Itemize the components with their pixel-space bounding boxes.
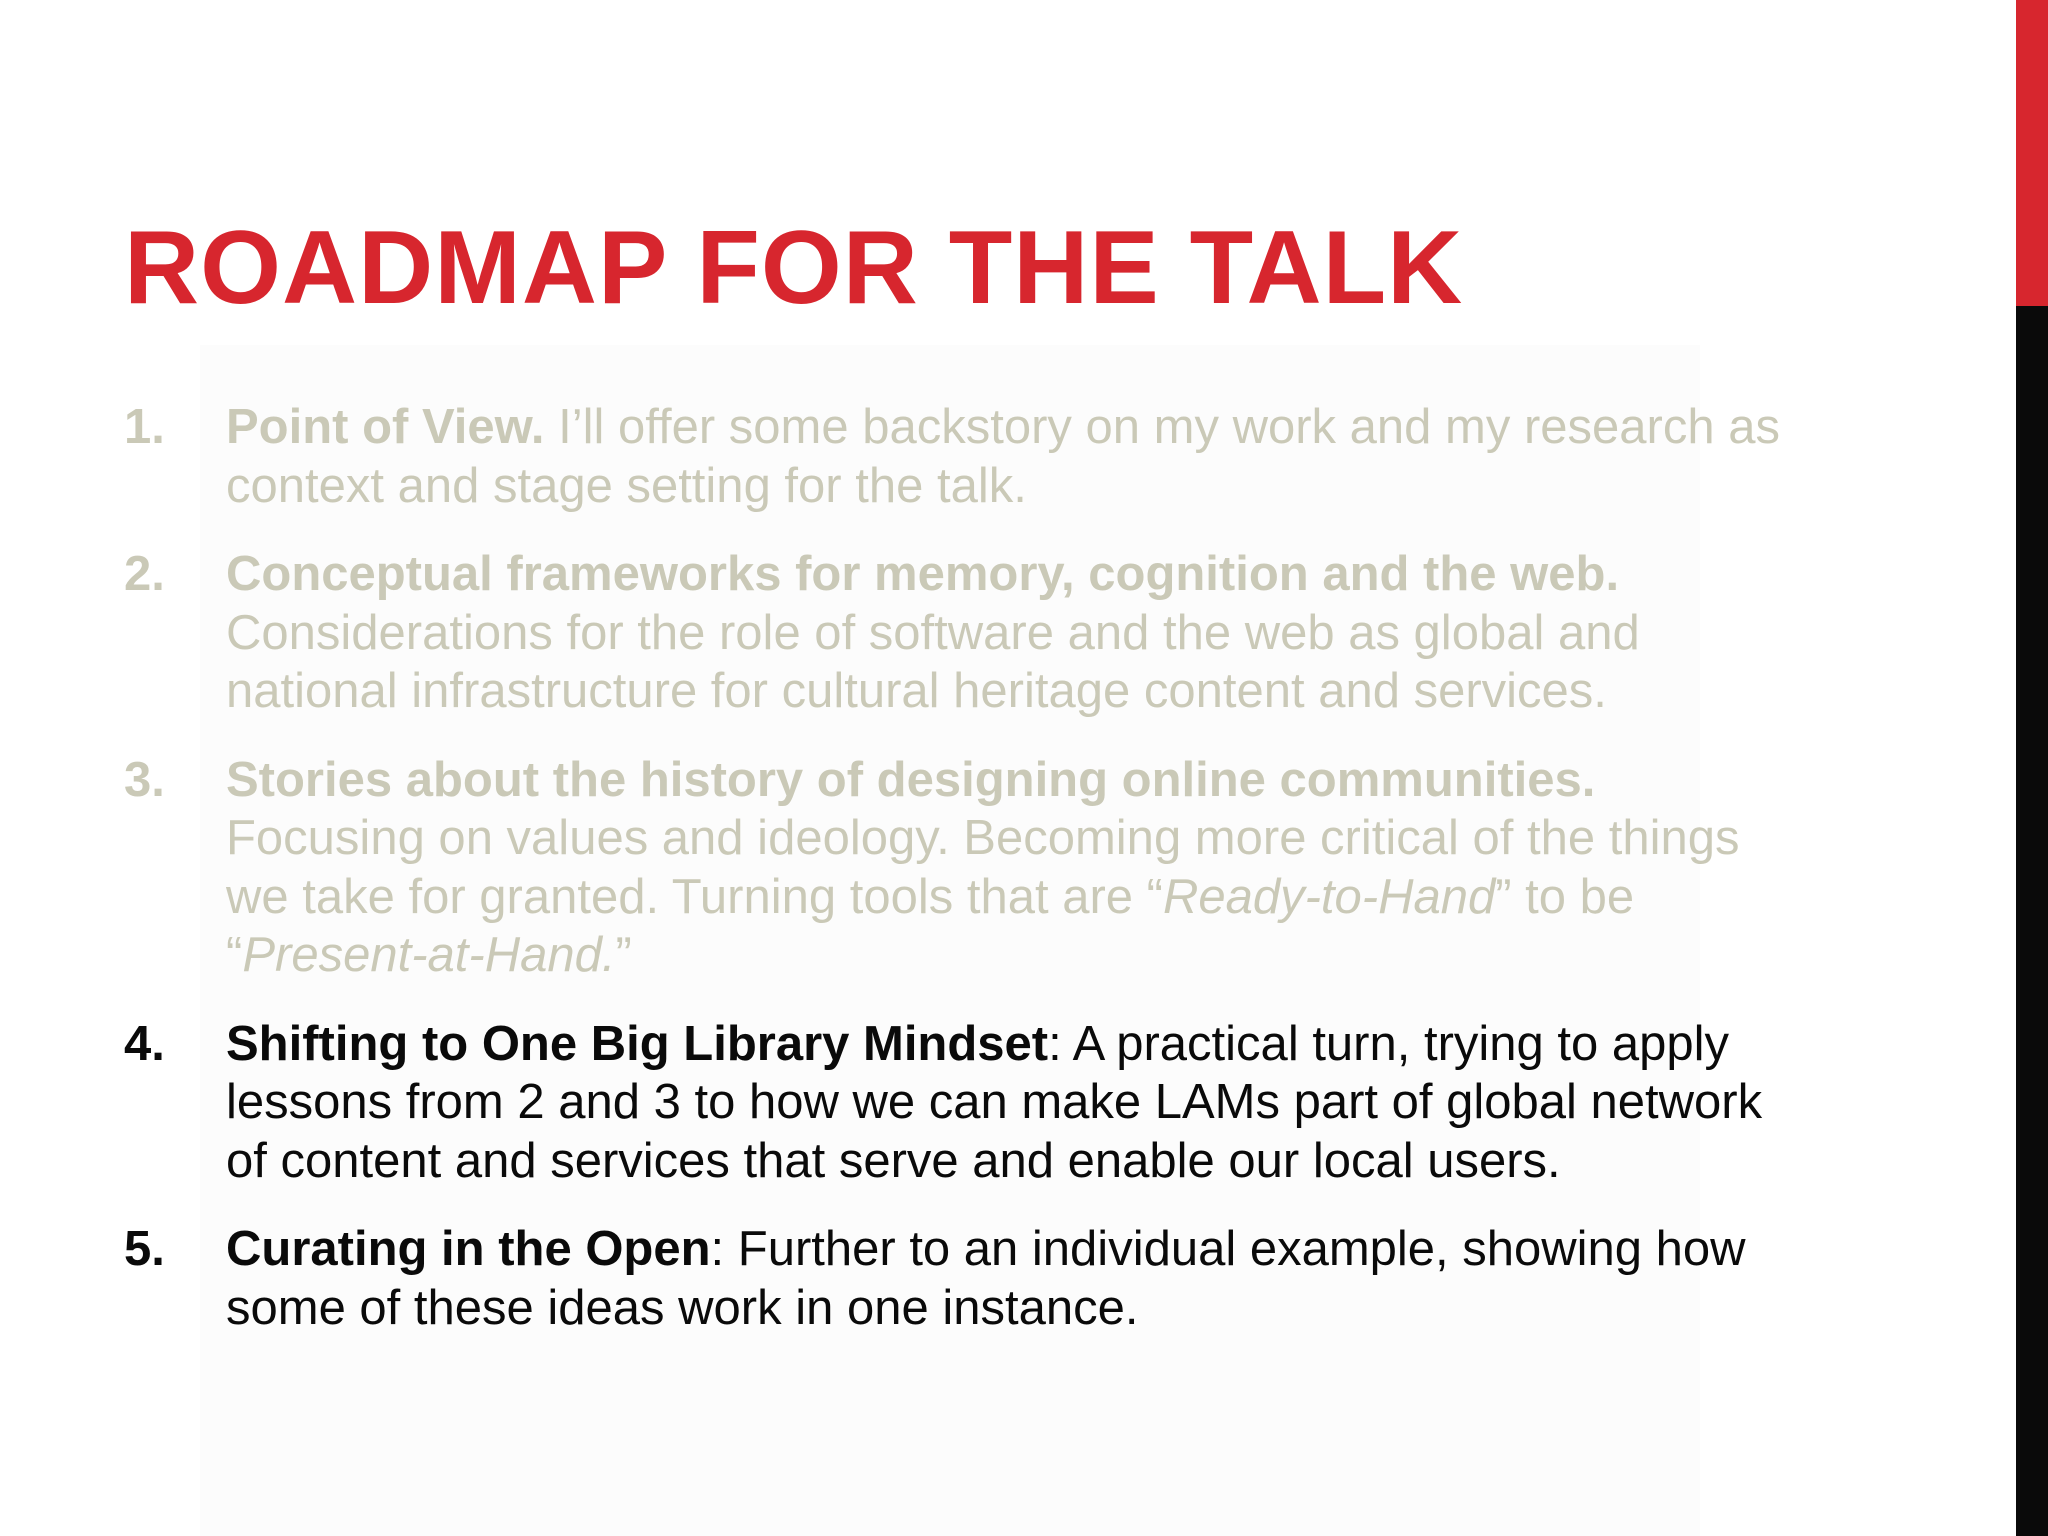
item-text: Focusing on values and ideology. Becoming more critical of the things we take for granted. Turning tools that are “ [226,811,1740,924]
item-heading: Stories about the history of designing online communities. [226,752,1596,807]
item-text: I’ll offer some backstory on my work and my research as context and stage setting for the talk. [226,400,1780,513]
item-text: : A practical turn, trying to apply lessons from 2 and 3 to how we can make LAMs part of global network of content and services that serve and enable our local users. [226,1016,1763,1188]
roadmap-item-conceptual-frameworks [124,545,1804,721]
item-text: ” [615,928,632,982]
roadmap-item-one-big-library [124,1015,1804,1191]
slide-title: ROADMAP FOR THE TALK [124,210,1464,326]
roadmap-item-point-of-view [124,398,1804,515]
roadmap-list [124,398,1804,1367]
item-emphasis: Ready-to-Hand [1162,869,1496,924]
side-accent-bar-red [2016,0,2048,306]
roadmap-item-online-communities [124,751,1804,985]
roadmap-item-curating-in-the-open [124,1220,1804,1337]
item-number: 4. [124,1016,165,1071]
item-heading: Shifting to One Big Library Mindset [226,1016,1049,1071]
item-text: ” to be “ [226,869,1635,982]
item-text: : Further to an individual example, showing how some of these ideas work in one instance. [226,1222,1746,1335]
item-number: 5. [124,1222,165,1276]
side-accent-bar-black [2016,306,2048,1536]
item-heading: Point of View. [226,400,545,454]
item-text: Considerations for the role of software and the web as global and national infrastructure for cultural heritage content and services. [226,605,1640,718]
item-emphasis: Present-at-Hand. [242,928,616,982]
item-number: 1. [124,400,165,454]
item-heading: Curating in the Open [226,1222,711,1276]
item-number: 2. [124,547,165,601]
item-heading: Conceptual frameworks for memory, cognition and the web. [226,547,1620,601]
item-number: 3. [124,752,165,807]
